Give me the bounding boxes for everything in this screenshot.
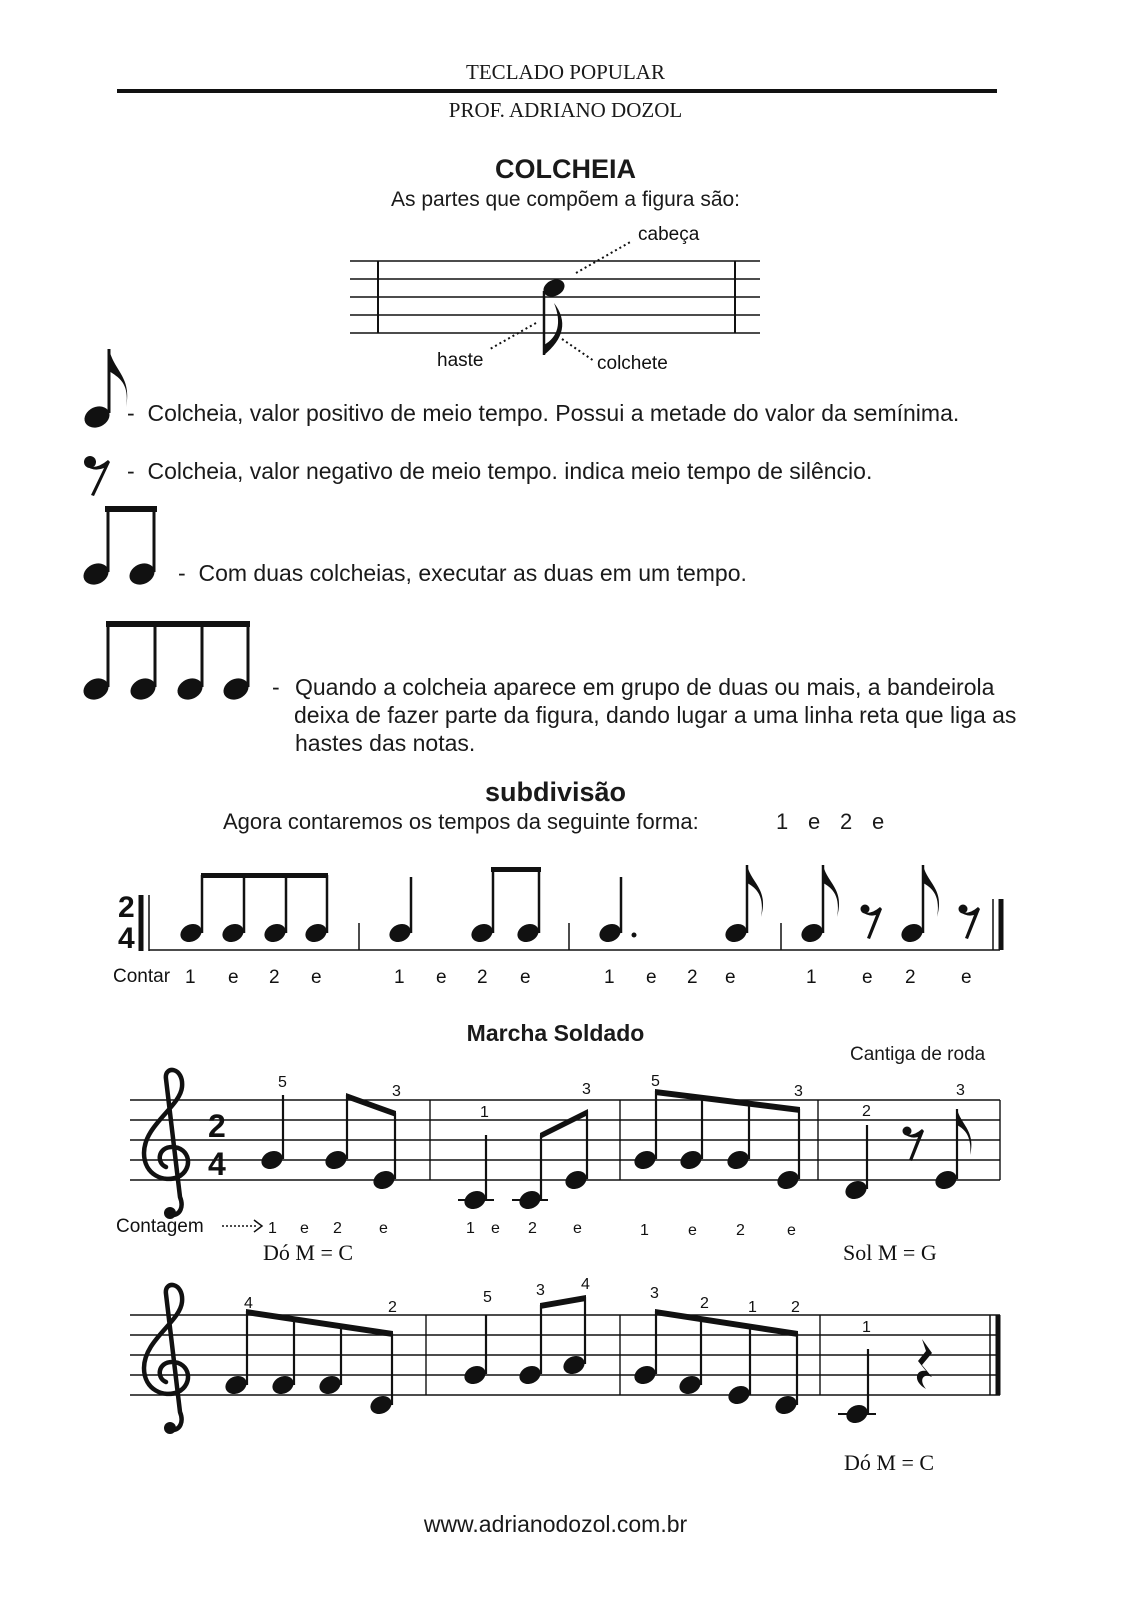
- quarter-rest-icon: [917, 1339, 932, 1389]
- song2-m2-notes: [461, 1295, 587, 1387]
- song2-m3-notes: [631, 1309, 799, 1417]
- measure-1-notes: [177, 873, 329, 945]
- treble-clef-icon: [144, 1070, 188, 1215]
- svg-text:3: 3: [956, 1082, 965, 1099]
- section-subtitle: As partes que compõem a figura são:: [390, 188, 741, 211]
- label-head: cabeça: [638, 224, 700, 245]
- count-label: Contar: [113, 966, 171, 987]
- svg-text:3: 3: [582, 1081, 591, 1098]
- svg-text:3: 3: [392, 1083, 401, 1100]
- svg-text:2: 2: [736, 1222, 745, 1239]
- svg-text:2: 2: [528, 1220, 537, 1237]
- svg-text:4: 4: [581, 1276, 590, 1293]
- section-title-subdivision: subdivisão: [484, 777, 627, 807]
- eighth-rest-icon: [82, 452, 122, 502]
- subdivision-pattern: 1 e 2 e: [776, 809, 885, 834]
- svg-text:e: e: [787, 1222, 796, 1239]
- time-signature-bottom: 4: [118, 922, 135, 955]
- song2-m4-notes: [838, 1339, 932, 1426]
- eighth-note-anatomy-diagram: [340, 215, 780, 380]
- svg-text:1: 1: [640, 1222, 649, 1239]
- staff-2: [110, 1275, 1010, 1475]
- svg-text:2: 2: [905, 967, 916, 988]
- svg-text:1: 1: [466, 1220, 475, 1237]
- measure-2-notes: [386, 867, 541, 945]
- definition-2: - Colcheia, valor negativo de meio tempo. indica meio tempo de silêncio.: [127, 458, 873, 484]
- chord-c: Dó M = C: [263, 1240, 354, 1265]
- song-time-bottom: 4: [208, 1146, 226, 1182]
- song-genre: Cantiga de roda: [850, 1044, 986, 1065]
- definition-3: - Com duas colcheias, executar as duas em um tempo.: [178, 560, 747, 586]
- svg-text:4: 4: [244, 1295, 253, 1312]
- svg-text:e: e: [311, 967, 322, 988]
- song-m4-notes: [842, 1109, 971, 1202]
- count-syllables: [185, 967, 972, 988]
- svg-text:1: 1: [862, 1319, 871, 1336]
- chord-g: Sol M = G: [843, 1240, 937, 1265]
- svg-text:2: 2: [862, 1103, 871, 1120]
- measure-3-notes: [596, 865, 763, 945]
- treble-clef-icon: [144, 1285, 188, 1430]
- fingering-line-1: [278, 1073, 965, 1121]
- song2-m1-notes: [222, 1309, 394, 1417]
- header-divider: [117, 89, 997, 93]
- definition-4-line-3: hastes das notas.: [295, 730, 476, 756]
- svg-text:1: 1: [394, 967, 405, 988]
- svg-text:e: e: [862, 967, 873, 988]
- svg-text:e: e: [646, 967, 657, 988]
- counting-syllables: [268, 1220, 796, 1239]
- svg-text:5: 5: [278, 1074, 287, 1091]
- teacher-name: PROF. ADRIANO DOZOL: [448, 98, 683, 122]
- svg-text:e: e: [300, 1220, 309, 1237]
- definition-4-dash: -: [272, 674, 280, 700]
- svg-text:e: e: [436, 967, 447, 988]
- rhythm-exercise: [105, 855, 1015, 995]
- four-beamed-eighths-icon: [80, 615, 260, 707]
- svg-text:3: 3: [650, 1285, 659, 1302]
- measure-4-notes: [798, 865, 980, 945]
- staff-1: [110, 1065, 1010, 1270]
- song-m1-notes: [258, 1093, 397, 1192]
- svg-text:2: 2: [687, 967, 698, 988]
- two-beamed-eighths-icon: [80, 500, 170, 592]
- chord-c-end: Dó M = C: [844, 1450, 935, 1475]
- svg-text:e: e: [228, 967, 239, 988]
- svg-text:3: 3: [794, 1083, 803, 1100]
- website-url[interactable]: www.adrianodozol.com.br: [423, 1511, 688, 1537]
- svg-text:e: e: [379, 1220, 388, 1237]
- svg-text:1: 1: [268, 1220, 277, 1237]
- definition-4-line-1: Quando a colcheia aparece em grupo de duas ou mais, a bandeirola: [295, 674, 995, 700]
- svg-text:e: e: [573, 1220, 582, 1237]
- svg-text:2: 2: [477, 967, 488, 988]
- svg-text:1: 1: [748, 1299, 757, 1316]
- song-title: Marcha Soldado: [466, 1020, 645, 1046]
- time-signature-top: 2: [118, 891, 135, 924]
- svg-text:e: e: [491, 1220, 500, 1237]
- svg-text:3: 3: [536, 1282, 545, 1299]
- svg-text:2: 2: [700, 1295, 709, 1312]
- section-title-colcheia: COLCHEIA: [495, 154, 636, 184]
- svg-text:1: 1: [480, 1104, 489, 1121]
- svg-text:2: 2: [269, 967, 280, 988]
- svg-text:5: 5: [651, 1073, 660, 1090]
- svg-text:e: e: [961, 967, 972, 988]
- svg-text:e: e: [725, 967, 736, 988]
- definition-1: - Colcheia, valor positivo de meio tempo. Possui a metade do valor da semínima.: [127, 400, 960, 426]
- svg-text:e: e: [688, 1222, 697, 1239]
- label-flag: colchete: [597, 353, 668, 374]
- svg-text:1: 1: [604, 967, 615, 988]
- svg-text:e: e: [520, 967, 531, 988]
- label-stem: haste: [437, 350, 484, 371]
- svg-text:2: 2: [791, 1299, 800, 1316]
- course-title: TECLADO POPULAR: [466, 60, 665, 84]
- svg-text:2: 2: [388, 1299, 397, 1316]
- svg-text:2: 2: [333, 1220, 342, 1237]
- svg-text:5: 5: [483, 1289, 492, 1306]
- definition-4-line-2: deixa de fazer parte da figura, dando lugar a uma linha reta que liga as: [294, 702, 1017, 728]
- song-time-top: 2: [208, 1108, 226, 1144]
- svg-text:1: 1: [806, 967, 817, 988]
- subdivision-intro: Agora contaremos os tempos da seguinte forma:: [223, 809, 699, 834]
- counting-label: Contagem: [116, 1216, 204, 1237]
- svg-text:1: 1: [185, 967, 196, 988]
